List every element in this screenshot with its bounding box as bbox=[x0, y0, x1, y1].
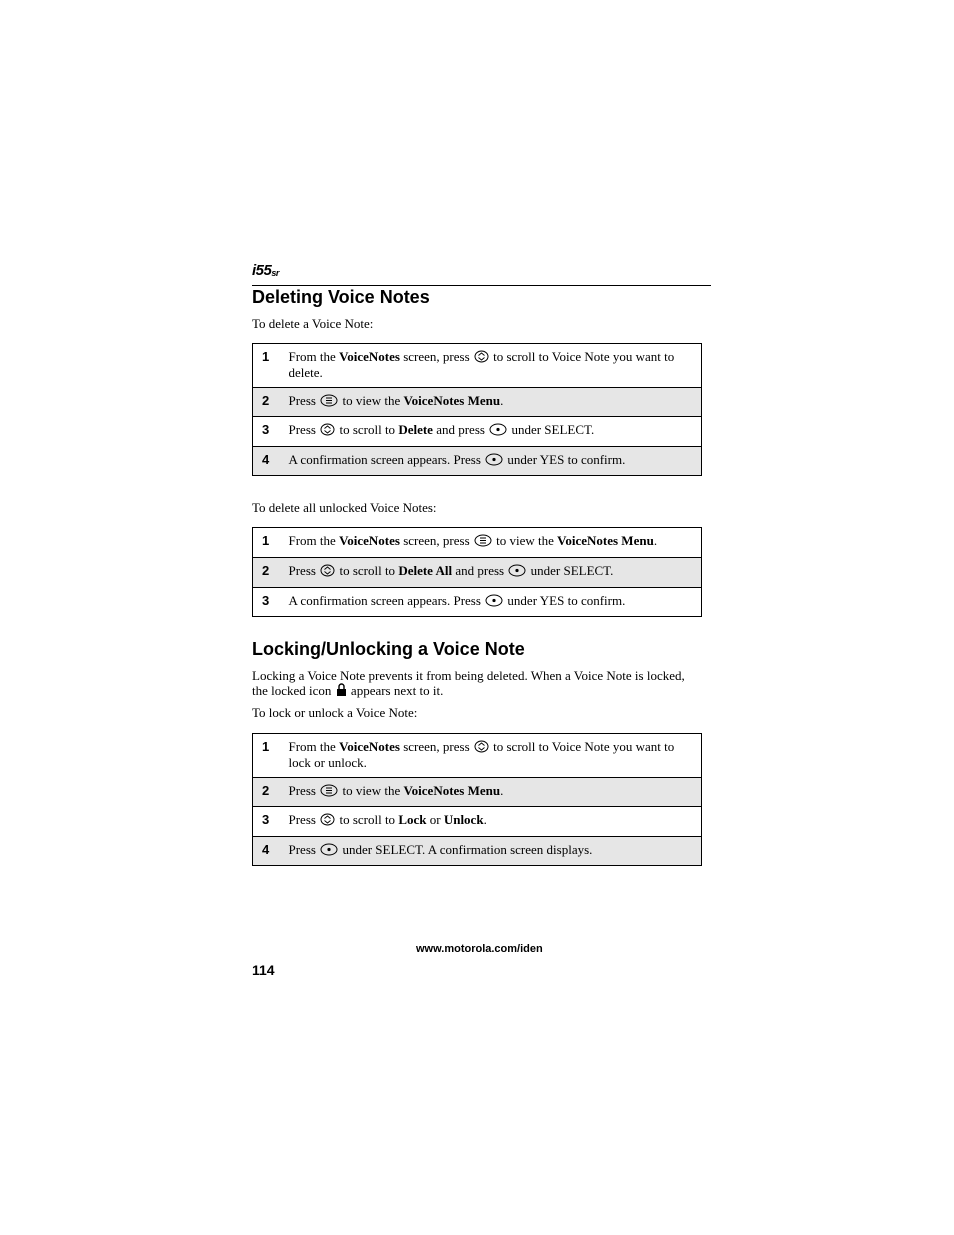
lock-icon bbox=[336, 683, 347, 699]
menu-key-icon bbox=[320, 784, 338, 800]
select-key-icon bbox=[485, 594, 503, 610]
table-row: 3 A confirmation screen appears. Press under YES to confirm. bbox=[253, 588, 702, 617]
page-number: 114 bbox=[252, 962, 275, 978]
table-row: 2 Press to view the VoiceNotes Menu. bbox=[253, 778, 702, 807]
locking-description: Locking a Voice Note prevents it from being deleted. When a Voice Note is locked, the locked icon appears next to it. bbox=[252, 668, 685, 698]
table-row: 3 Press to scroll to Lock or Unlock. bbox=[253, 807, 702, 837]
section-title-deleting: Deleting Voice Notes bbox=[252, 287, 430, 307]
scroll-icon bbox=[320, 813, 335, 829]
menu-key-icon bbox=[320, 394, 338, 410]
intro-lock: To lock or unlock a Voice Note: bbox=[252, 705, 418, 720]
scroll-icon bbox=[474, 740, 489, 756]
menu-key-icon bbox=[474, 534, 492, 550]
section-title-locking: Locking/Unlocking a Voice Note bbox=[252, 639, 525, 659]
steps-delete-all bbox=[252, 527, 702, 617]
table-row: 3 Press to scroll to Delete and press under SELECT. bbox=[253, 417, 702, 447]
select-key-icon bbox=[485, 453, 503, 469]
table-row: 4 Press under SELECT. A confirmation screen displays. bbox=[253, 837, 702, 866]
table-row: 1 From the VoiceNotes screen, press to scroll to Voice Note you want to lock or unlock. bbox=[253, 734, 702, 778]
header-rule bbox=[252, 285, 711, 286]
table-row: 1 From the VoiceNotes screen, press to scroll to Voice Note you want to delete. bbox=[253, 344, 702, 388]
select-key-icon bbox=[489, 423, 507, 439]
model-logo: $i55_{sr}$ bbox=[252, 262, 279, 279]
scroll-icon bbox=[320, 423, 335, 439]
select-key-icon bbox=[320, 843, 338, 859]
intro-delete-one: To delete a Voice Note: bbox=[252, 316, 374, 331]
steps-delete-one bbox=[252, 343, 702, 476]
scroll-icon bbox=[474, 350, 489, 366]
steps-lock bbox=[252, 733, 702, 866]
table-row: 4 A confirmation screen appears. Press under YES to confirm. bbox=[253, 447, 702, 476]
intro-delete-all: To delete all unlocked Voice Notes: bbox=[252, 500, 437, 515]
table-row: 1 From the VoiceNotes screen, press to view the VoiceNotes Menu. bbox=[253, 528, 702, 558]
step-number: 1 bbox=[262, 349, 270, 364]
table-row: 2 Press to view the VoiceNotes Menu. bbox=[253, 388, 702, 417]
footer-url: www.motorola.com/iden bbox=[416, 943, 543, 955]
scroll-icon bbox=[320, 564, 335, 580]
select-key-icon bbox=[508, 564, 526, 580]
table-row: 2 Press to scroll to Delete All and press under SELECT. bbox=[253, 558, 702, 588]
